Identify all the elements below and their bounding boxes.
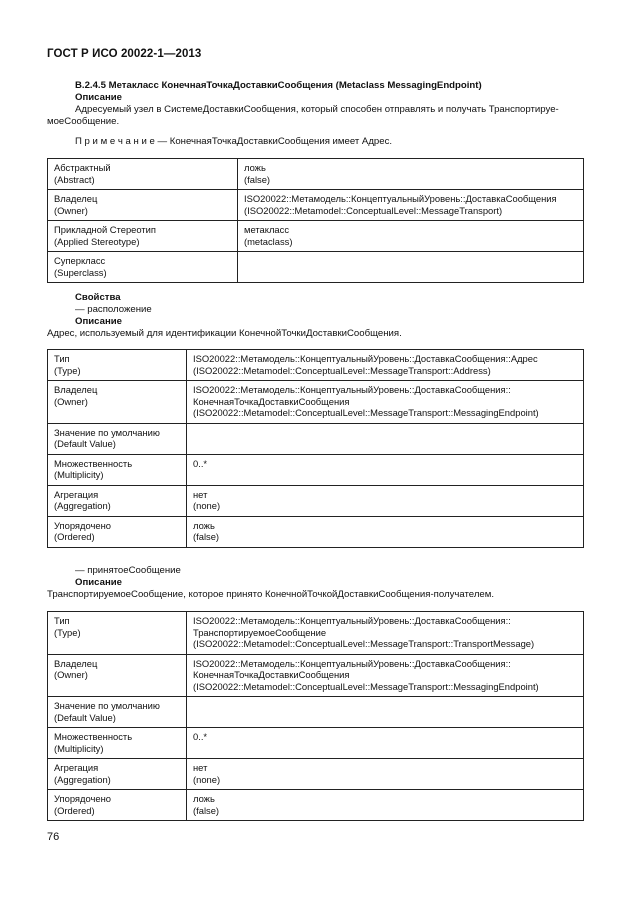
property-label-cell <box>48 612 187 655</box>
property-label-cell <box>48 159 238 190</box>
value-line: (ISO20022::Metamodel::ConceptualLevel::MessageTransport::TransportMessage) <box>193 638 535 649</box>
property-description-label: Описание <box>75 316 122 327</box>
table-row <box>48 697 584 728</box>
table-row <box>48 221 584 252</box>
label-line: Абстрактный <box>54 162 111 173</box>
property-value-cell <box>238 190 584 221</box>
location-property-table <box>47 349 584 548</box>
value-line: нет <box>193 488 208 500</box>
property-name-location: — расположение <box>75 304 152 315</box>
label-line: (Applied Stereotype) <box>54 235 140 247</box>
table-row <box>48 759 584 790</box>
label-line: Упорядочено <box>54 793 111 804</box>
value-line: ложь <box>244 162 266 173</box>
label-line: (Default Value) <box>54 711 116 723</box>
label-line: Владелец <box>54 657 98 669</box>
property-value-cell <box>187 516 584 547</box>
label-line: (Owner) <box>54 669 88 680</box>
label-line: (Owner) <box>54 395 88 407</box>
table-row <box>48 454 584 485</box>
property-value-cell <box>238 221 584 252</box>
table-row <box>48 612 584 655</box>
property-label-cell <box>48 381 187 424</box>
label-line: Агрегация <box>54 762 99 773</box>
label-line: (Type) <box>54 364 81 376</box>
property-value-cell <box>187 697 584 728</box>
label-line: Владелец <box>54 193 98 204</box>
property-description: ТранспортируемоеСообщение, которое принято КонечнойТочкойДоставкиСообщения-получателем. <box>47 589 495 600</box>
value-line: 0..* <box>193 731 208 742</box>
property-value-cell <box>238 252 584 283</box>
property-value-cell <box>187 423 584 454</box>
property-label-cell <box>48 728 187 759</box>
value-line: (none) <box>193 500 221 511</box>
properties-heading: Свойства <box>75 292 121 303</box>
value-line: нет <box>193 762 208 773</box>
label-line: (Aggregation) <box>54 773 111 785</box>
value-line: ТранспортируемоеСообщение <box>193 626 327 638</box>
property-label-cell <box>48 221 238 252</box>
value-line: ISO20022::Метамодель::КонцептуальныйУровень::ДоставкаСообщения <box>244 193 557 204</box>
property-label-cell <box>48 654 187 697</box>
property-value-cell <box>187 485 584 516</box>
property-value-cell <box>187 759 584 790</box>
value-line: (ISO20022::Metamodel::ConceptualLevel::MessageTransport::Address) <box>193 364 491 376</box>
property-label-cell <box>48 485 187 516</box>
property-label-cell <box>48 516 187 547</box>
value-line: ложь <box>193 793 215 804</box>
table-row <box>48 381 584 424</box>
label-line: Тип <box>54 353 70 364</box>
value-line: (false) <box>193 531 220 542</box>
label-line: Тип <box>54 615 70 626</box>
description-line-2: моеСообщение. <box>47 116 120 127</box>
property-value-cell <box>187 612 584 655</box>
value-line: метакласс <box>244 224 290 235</box>
property-label-cell <box>48 454 187 485</box>
label-line: Агрегация <box>54 488 99 500</box>
label-line: Прикладной Стереотип <box>54 224 156 235</box>
value-line: (none) <box>193 773 221 785</box>
table-row <box>48 790 584 821</box>
value-line: (ISO20022::Metamodel::ConceptualLevel::MessageTransport::MessagingEndpoint) <box>193 680 539 692</box>
page-number: 76 <box>47 831 60 843</box>
table-row <box>48 728 584 759</box>
label-line: Значение по умолчанию <box>54 426 160 438</box>
property-label-cell <box>48 790 187 821</box>
value-line: ISO20022::Метамодель::КонцептуальныйУровень::ДоставкаСообщения:: <box>193 384 511 395</box>
table-row <box>48 252 584 283</box>
label-line: (Aggregation) <box>54 500 111 511</box>
table-row <box>48 159 584 190</box>
table-row <box>48 423 584 454</box>
label-line: (Abstract) <box>54 173 95 185</box>
label-line: (Owner) <box>54 204 88 216</box>
label-line: Упорядочено <box>54 519 111 531</box>
table-row <box>48 654 584 697</box>
label-line: (Ordered) <box>54 531 95 542</box>
property-value-cell <box>238 159 584 190</box>
property-value-cell <box>187 381 584 424</box>
label-line: (Superclass) <box>54 266 107 278</box>
property-description: Адрес, используемый для идентификации КонечнойТочкиДоставкиСообщения. <box>47 328 402 339</box>
value-line: (false) <box>193 804 220 816</box>
value-line: ISO20022::Метамодель::КонцептуальныйУровень::ДоставкаСообщения:: <box>193 615 511 626</box>
value-line: (ISO20022::Metamodel::ConceptualLevel::MessageTransport::MessagingEndpoint) <box>193 407 539 418</box>
property-value-cell <box>187 454 584 485</box>
property-value-cell <box>187 728 584 759</box>
value-line: (metaclass) <box>244 235 293 247</box>
property-label-cell <box>48 759 187 790</box>
property-label-cell <box>48 252 238 283</box>
property-label-cell <box>48 423 187 454</box>
table-row <box>48 516 584 547</box>
value-line: ISO20022::Метамодель::КонцептуальныйУровень::ДоставкаСообщения::Адрес <box>193 353 538 364</box>
value-line: ложь <box>193 519 215 531</box>
property-value-cell <box>187 350 584 381</box>
value-line: ISO20022::Метамодель::КонцептуальныйУровень::ДоставкаСообщения:: <box>193 657 511 669</box>
property-label-cell <box>48 190 238 221</box>
label-line: (Ordered) <box>54 804 95 816</box>
value-line: 0..* <box>193 457 208 469</box>
section-heading: B.2.4.5 Метакласс КонечнаяТочкаДоставкиСообщения (Metaclass MessagingEndpoint) <box>75 80 482 91</box>
value-line: (false) <box>244 173 271 185</box>
value-line: КонечнаяТочкаДоставкиСообщения <box>193 669 350 680</box>
label-line: Суперкласс <box>54 255 106 266</box>
metaclass-properties-table <box>47 158 584 283</box>
label-line: Множественность <box>54 731 133 742</box>
document-header: ГОСТ Р ИСО 20022-1—2013 <box>47 48 202 60</box>
label-line: (Multiplicity) <box>54 742 104 754</box>
property-description-label: Описание <box>75 577 122 588</box>
table-row <box>48 190 584 221</box>
label-line: (Default Value) <box>54 438 116 449</box>
property-value-cell <box>187 654 584 697</box>
description-label: Описание <box>75 92 122 103</box>
table-row <box>48 350 584 381</box>
description-line-1: Адресуемый узел в СистемеДоставкиСообщения, который способен отправлять и получать Транспортируе- <box>75 104 559 115</box>
label-line: Множественность <box>54 457 133 469</box>
value-line: (ISO20022::Metamodel::ConceptualLevel::MessageTransport) <box>244 204 503 216</box>
label-line: (Multiplicity) <box>54 469 104 480</box>
label-line: Значение по умолчанию <box>54 700 160 711</box>
note-text: П р и м е ч а н и е — КонечнаяТочкаДоставкиСообщения имеет Адрес. <box>75 136 393 147</box>
property-label-cell <box>48 350 187 381</box>
property-name-received-message: — принятоеСообщение <box>75 565 181 576</box>
value-line: КонечнаяТочкаДоставкиСообщения <box>193 395 350 407</box>
property-label-cell <box>48 697 187 728</box>
property-value-cell <box>187 790 584 821</box>
received-message-property-table <box>47 611 584 821</box>
label-line: (Type) <box>54 626 81 638</box>
table-row <box>48 485 584 516</box>
label-line: Владелец <box>54 384 98 395</box>
